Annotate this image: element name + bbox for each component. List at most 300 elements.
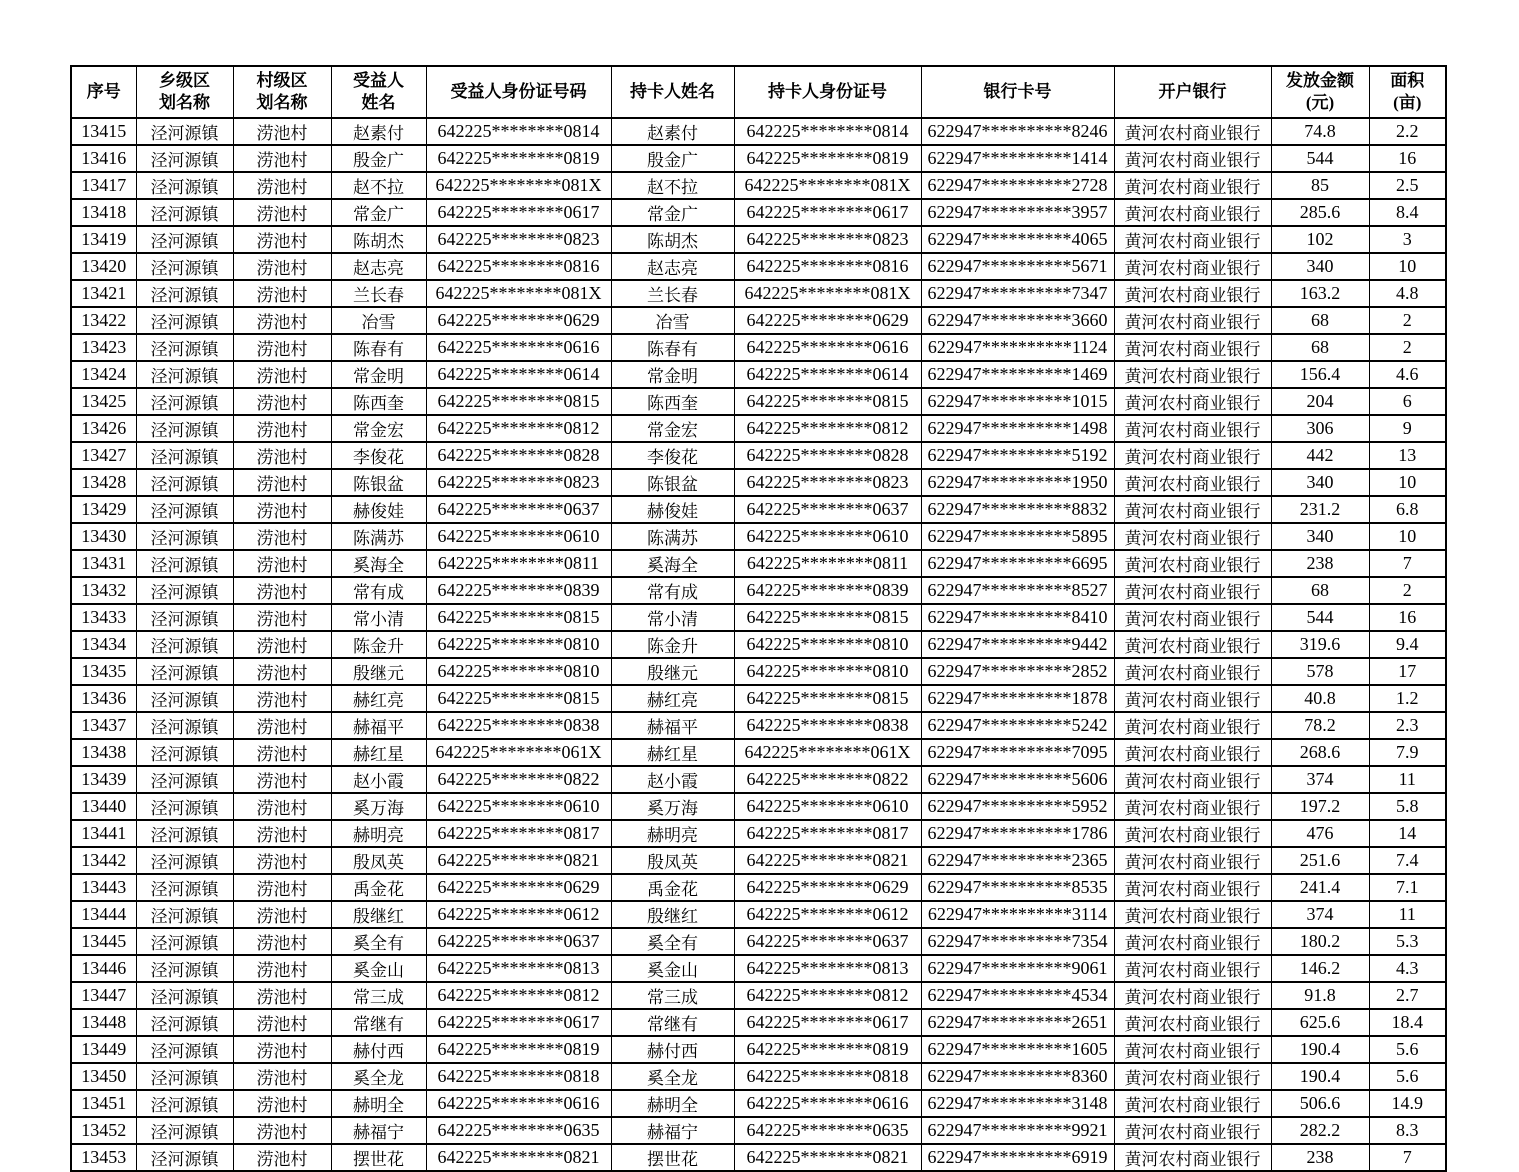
cell-area: 5.3 (1369, 928, 1446, 955)
cell-beneficiary-name: 奚全龙 (331, 1063, 426, 1090)
cell-village: 涝池村 (233, 1090, 331, 1117)
cell-area: 11 (1369, 766, 1446, 793)
cell-cardholder-id: 642225********0610 (734, 523, 921, 550)
table-row (71, 226, 1446, 253)
cell-serial: 13448 (71, 1009, 136, 1036)
cell-bank: 黄河农村商业银行 (1114, 631, 1271, 658)
header-area: 面积 (亩) (1369, 66, 1446, 118)
cell-area: 16 (1369, 145, 1446, 172)
cell-bank: 黄河农村商业银行 (1114, 280, 1271, 307)
cell-amount: 231.2 (1271, 496, 1369, 523)
cell-beneficiary-name: 常金广 (331, 199, 426, 226)
cell-cardholder-name: 赫红亮 (611, 685, 734, 712)
table-row (71, 712, 1446, 739)
table-row (71, 982, 1446, 1009)
header-village: 村级区 划名称 (233, 66, 331, 118)
header-village-label: 村级区 (256, 70, 308, 90)
table-row (71, 1009, 1446, 1036)
cell-beneficiary-name: 禹金花 (331, 874, 426, 901)
cell-beneficiary-name: 奚海全 (331, 550, 426, 577)
cell-area: 5.6 (1369, 1036, 1446, 1063)
table-row (71, 145, 1446, 172)
cell-village: 涝池村 (233, 496, 331, 523)
cell-cardholder-id: 642225********0823 (734, 469, 921, 496)
cell-beneficiary-id: 642225********0617 (426, 199, 611, 226)
cell-area: 1.2 (1369, 685, 1446, 712)
cell-beneficiary-name: 赫明全 (331, 1090, 426, 1117)
cell-amount: 544 (1271, 604, 1369, 631)
cell-card-number: 622947**********3957 (921, 199, 1114, 226)
cell-bank: 黄河农村商业银行 (1114, 496, 1271, 523)
cell-village: 涝池村 (233, 631, 331, 658)
cell-card-number: 622947**********9921 (921, 1117, 1114, 1144)
cell-serial: 13439 (71, 766, 136, 793)
cell-beneficiary-id: 642225********0810 (426, 658, 611, 685)
cell-cardholder-name: 奚金山 (611, 955, 734, 982)
cell-card-number: 622947**********8832 (921, 496, 1114, 523)
cell-village: 涝池村 (233, 307, 331, 334)
cell-beneficiary-id: 642225********0821 (426, 847, 611, 874)
cell-village: 涝池村 (233, 118, 331, 145)
cell-cardholder-name: 赵小霞 (611, 766, 734, 793)
cell-serial: 13453 (71, 1144, 136, 1171)
cell-township: 泾河源镇 (136, 361, 233, 388)
cell-beneficiary-name: 奚金山 (331, 955, 426, 982)
cell-beneficiary-id: 642225********0617 (426, 1009, 611, 1036)
table-row (71, 1036, 1446, 1063)
table-row (71, 118, 1446, 145)
cell-amount: 204 (1271, 388, 1369, 415)
header-bank-label: 开户银行 (1158, 81, 1227, 101)
cell-beneficiary-id: 642225********0823 (426, 226, 611, 253)
cell-beneficiary-name: 殷凤英 (331, 847, 426, 874)
cell-township: 泾河源镇 (136, 145, 233, 172)
cell-cardholder-id: 642225********081X (734, 172, 921, 199)
cell-bank: 黄河农村商业银行 (1114, 820, 1271, 847)
cell-beneficiary-name: 殷继红 (331, 901, 426, 928)
cell-beneficiary-id: 642225********0821 (426, 1144, 611, 1171)
cell-serial: 13440 (71, 793, 136, 820)
cell-township: 泾河源镇 (136, 955, 233, 982)
cell-bank: 黄河农村商业银行 (1114, 928, 1271, 955)
cell-beneficiary-id: 642225********0616 (426, 1090, 611, 1117)
cell-village: 涝池村 (233, 982, 331, 1009)
cell-amount: 156.4 (1271, 361, 1369, 388)
table-row (71, 1144, 1446, 1171)
table-row (71, 280, 1446, 307)
cell-township: 泾河源镇 (136, 1063, 233, 1090)
cell-beneficiary-id: 642225********0817 (426, 820, 611, 847)
cell-bank: 黄河农村商业银行 (1114, 388, 1271, 415)
cell-bank: 黄河农村商业银行 (1114, 334, 1271, 361)
cell-amount: 102 (1271, 226, 1369, 253)
cell-beneficiary-name: 常继有 (331, 1009, 426, 1036)
cell-cardholder-name: 赵素付 (611, 118, 734, 145)
cell-amount: 238 (1271, 550, 1369, 577)
table-row (71, 334, 1446, 361)
cell-cardholder-id: 642225********0812 (734, 415, 921, 442)
cell-area: 8.4 (1369, 199, 1446, 226)
cell-amount: 319.6 (1271, 631, 1369, 658)
cell-amount: 544 (1271, 145, 1369, 172)
cell-amount: 282.2 (1271, 1117, 1369, 1144)
cell-township: 泾河源镇 (136, 739, 233, 766)
cell-bank: 黄河农村商业银行 (1114, 955, 1271, 982)
cell-beneficiary-name: 陈胡杰 (331, 226, 426, 253)
cell-beneficiary-id: 642225********081X (426, 172, 611, 199)
cell-bank: 黄河农村商业银行 (1114, 874, 1271, 901)
cell-area: 2.5 (1369, 172, 1446, 199)
table-row (71, 766, 1446, 793)
cell-township: 泾河源镇 (136, 280, 233, 307)
cell-township: 泾河源镇 (136, 658, 233, 685)
cell-amount: 68 (1271, 334, 1369, 361)
cell-card-number: 622947**********5952 (921, 793, 1114, 820)
cell-township: 泾河源镇 (136, 631, 233, 658)
cell-beneficiary-name: 赵不拉 (331, 172, 426, 199)
cell-beneficiary-id: 642225********0839 (426, 577, 611, 604)
cell-serial: 13445 (71, 928, 136, 955)
cell-serial: 13436 (71, 685, 136, 712)
cell-cardholder-id: 642225********0821 (734, 1144, 921, 1171)
cell-area: 2 (1369, 334, 1446, 361)
cell-amount: 374 (1271, 901, 1369, 928)
cell-bank: 黄河农村商业银行 (1114, 361, 1271, 388)
cell-township: 泾河源镇 (136, 469, 233, 496)
cell-beneficiary-name: 陈满苏 (331, 523, 426, 550)
cell-village: 涝池村 (233, 712, 331, 739)
cell-area: 7.9 (1369, 739, 1446, 766)
table-row (71, 307, 1446, 334)
cell-cardholder-id: 642225********0810 (734, 631, 921, 658)
cell-cardholder-id: 642225********0821 (734, 847, 921, 874)
table-row (71, 415, 1446, 442)
cell-township: 泾河源镇 (136, 442, 233, 469)
cell-cardholder-id: 642225********0823 (734, 226, 921, 253)
cell-beneficiary-name: 殷金广 (331, 145, 426, 172)
cell-cardholder-name: 陈银盆 (611, 469, 734, 496)
cell-cardholder-name: 赫红星 (611, 739, 734, 766)
cell-area: 10 (1369, 469, 1446, 496)
table-row (71, 928, 1446, 955)
cell-township: 泾河源镇 (136, 712, 233, 739)
cell-beneficiary-name: 赫红亮 (331, 685, 426, 712)
cell-village: 涝池村 (233, 793, 331, 820)
cell-cardholder-id: 642225********0815 (734, 604, 921, 631)
cell-serial: 13424 (71, 361, 136, 388)
cell-bank: 黄河农村商业银行 (1114, 577, 1271, 604)
cell-serial: 13423 (71, 334, 136, 361)
cell-township: 泾河源镇 (136, 1009, 233, 1036)
cell-card-number: 622947**********5242 (921, 712, 1114, 739)
cell-card-number: 622947**********5606 (921, 766, 1114, 793)
cell-card-number: 622947**********9442 (921, 631, 1114, 658)
cell-beneficiary-id: 642225********0616 (426, 334, 611, 361)
cell-area: 7 (1369, 1144, 1446, 1171)
cell-amount: 146.2 (1271, 955, 1369, 982)
cell-beneficiary-id: 642225********0814 (426, 118, 611, 145)
cell-serial: 13442 (71, 847, 136, 874)
cell-beneficiary-name: 陈西奎 (331, 388, 426, 415)
cell-bank: 黄河农村商业银行 (1114, 145, 1271, 172)
cell-beneficiary-id: 642225********0812 (426, 415, 611, 442)
cell-card-number: 622947**********1414 (921, 145, 1114, 172)
cell-amount: 285.6 (1271, 199, 1369, 226)
cell-township: 泾河源镇 (136, 766, 233, 793)
cell-amount: 374 (1271, 766, 1369, 793)
cell-serial: 13422 (71, 307, 136, 334)
cell-cardholder-id: 642225********0637 (734, 928, 921, 955)
cell-bank: 黄河农村商业银行 (1114, 739, 1271, 766)
table-row (71, 658, 1446, 685)
cell-serial: 13441 (71, 820, 136, 847)
cell-cardholder-id: 642225********0811 (734, 550, 921, 577)
table-row (71, 685, 1446, 712)
header-beneficiary-name-label: 受益人 (353, 70, 404, 90)
cell-serial: 13427 (71, 442, 136, 469)
cell-cardholder-name: 殷继红 (611, 901, 734, 928)
cell-beneficiary-id: 642225********0811 (426, 550, 611, 577)
cell-card-number: 622947**********1015 (921, 388, 1114, 415)
cell-cardholder-id: 642225********0617 (734, 199, 921, 226)
cell-cardholder-id: 642225********0839 (734, 577, 921, 604)
cell-bank: 黄河农村商业银行 (1114, 469, 1271, 496)
cell-cardholder-id: 642225********0813 (734, 955, 921, 982)
table-row (71, 550, 1446, 577)
cell-amount: 40.8 (1271, 685, 1369, 712)
table-row (71, 172, 1446, 199)
cell-cardholder-id: 642225********0616 (734, 1090, 921, 1117)
cell-cardholder-name: 赵不拉 (611, 172, 734, 199)
table-row (71, 1090, 1446, 1117)
cell-area: 16 (1369, 604, 1446, 631)
cell-cardholder-name: 常继有 (611, 1009, 734, 1036)
table-row (71, 1117, 1446, 1144)
cell-area: 10 (1369, 253, 1446, 280)
cell-cardholder-id: 642225********0819 (734, 1036, 921, 1063)
cell-area: 7 (1369, 550, 1446, 577)
cell-township: 泾河源镇 (136, 820, 233, 847)
cell-beneficiary-id: 642225********0612 (426, 901, 611, 928)
cell-village: 涝池村 (233, 685, 331, 712)
table-row (71, 253, 1446, 280)
cell-beneficiary-name: 赫红星 (331, 739, 426, 766)
cell-amount: 340 (1271, 523, 1369, 550)
cell-card-number: 622947**********1124 (921, 334, 1114, 361)
cell-card-number: 622947**********8527 (921, 577, 1114, 604)
header-beneficiary-id-label: 受益人身份证号码 (450, 81, 587, 101)
cell-cardholder-name: 禹金花 (611, 874, 734, 901)
cell-township: 泾河源镇 (136, 550, 233, 577)
cell-cardholder-name: 殷继元 (611, 658, 734, 685)
cell-serial: 13444 (71, 901, 136, 928)
cell-cardholder-name: 奚海全 (611, 550, 734, 577)
cell-cardholder-name: 赫俊娃 (611, 496, 734, 523)
cell-serial: 13429 (71, 496, 136, 523)
cell-cardholder-id: 642225********0815 (734, 685, 921, 712)
cell-area: 4.3 (1369, 955, 1446, 982)
cell-cardholder-name: 奚全龙 (611, 1063, 734, 1090)
cell-township: 泾河源镇 (136, 118, 233, 145)
cell-beneficiary-name: 赫福宁 (331, 1117, 426, 1144)
cell-beneficiary-name: 赫俊娃 (331, 496, 426, 523)
cell-serial: 13451 (71, 1090, 136, 1117)
cell-card-number: 622947**********1498 (921, 415, 1114, 442)
cell-cardholder-id: 642225********0812 (734, 982, 921, 1009)
cell-cardholder-id: 642225********0629 (734, 874, 921, 901)
cell-beneficiary-id: 642225********0819 (426, 1036, 611, 1063)
cell-bank: 黄河农村商业银行 (1114, 199, 1271, 226)
cell-beneficiary-name: 奚全有 (331, 928, 426, 955)
cell-area: 14 (1369, 820, 1446, 847)
cell-bank: 黄河农村商业银行 (1114, 226, 1271, 253)
cell-area: 2.7 (1369, 982, 1446, 1009)
cell-beneficiary-id: 642225********0637 (426, 928, 611, 955)
cell-township: 泾河源镇 (136, 793, 233, 820)
cell-township: 泾河源镇 (136, 172, 233, 199)
cell-area: 7.1 (1369, 874, 1446, 901)
cell-cardholder-name: 常金明 (611, 361, 734, 388)
header-beneficiary-name: 受益人 姓名 (331, 66, 426, 118)
cell-bank: 黄河农村商业银行 (1114, 1090, 1271, 1117)
cell-township: 泾河源镇 (136, 577, 233, 604)
cell-area: 2.2 (1369, 118, 1446, 145)
cell-serial: 13437 (71, 712, 136, 739)
cell-cardholder-name: 常有成 (611, 577, 734, 604)
cell-beneficiary-name: 赫付西 (331, 1036, 426, 1063)
table-row (71, 631, 1446, 658)
cell-area: 2.3 (1369, 712, 1446, 739)
cell-cardholder-id: 642225********0610 (734, 793, 921, 820)
cell-serial: 13452 (71, 1117, 136, 1144)
cell-amount: 91.8 (1271, 982, 1369, 1009)
cell-area: 9.4 (1369, 631, 1446, 658)
cell-village: 涝池村 (233, 604, 331, 631)
cell-beneficiary-id: 642225********0610 (426, 523, 611, 550)
cell-area: 14.9 (1369, 1090, 1446, 1117)
cell-beneficiary-id: 642225********0813 (426, 955, 611, 982)
cell-beneficiary-id: 642225********061X (426, 739, 611, 766)
cell-bank: 黄河农村商业银行 (1114, 766, 1271, 793)
header-row (71, 66, 1446, 118)
cell-card-number: 622947**********7095 (921, 739, 1114, 766)
cell-township: 泾河源镇 (136, 523, 233, 550)
cell-village: 涝池村 (233, 172, 331, 199)
cell-village: 涝池村 (233, 1063, 331, 1090)
cell-beneficiary-name: 陈金升 (331, 631, 426, 658)
cell-cardholder-name: 常三成 (611, 982, 734, 1009)
cell-cardholder-name: 兰长春 (611, 280, 734, 307)
cell-beneficiary-id: 642225********0822 (426, 766, 611, 793)
cell-cardholder-id: 642225********0828 (734, 442, 921, 469)
header-amount: 发放金额 (元) (1271, 66, 1369, 118)
cell-beneficiary-name: 赵素付 (331, 118, 426, 145)
header-area-label: 面积 (1390, 70, 1425, 90)
cell-amount: 197.2 (1271, 793, 1369, 820)
cell-serial: 13420 (71, 253, 136, 280)
cell-village: 涝池村 (233, 577, 331, 604)
cell-card-number: 622947**********6919 (921, 1144, 1114, 1171)
cell-bank: 黄河农村商业银行 (1114, 523, 1271, 550)
cell-area: 9 (1369, 415, 1446, 442)
cell-cardholder-id: 642225********0838 (734, 712, 921, 739)
cell-village: 涝池村 (233, 253, 331, 280)
cell-village: 涝池村 (233, 928, 331, 955)
cell-amount: 340 (1271, 469, 1369, 496)
cell-amount: 163.2 (1271, 280, 1369, 307)
header-card-number-label: 银行卡号 (983, 81, 1052, 101)
cell-beneficiary-id: 642225********0823 (426, 469, 611, 496)
cell-bank: 黄河农村商业银行 (1114, 1036, 1271, 1063)
cell-area: 4.6 (1369, 361, 1446, 388)
cell-area: 10 (1369, 523, 1446, 550)
cell-card-number: 622947**********8410 (921, 604, 1114, 631)
cell-village: 涝池村 (233, 847, 331, 874)
subsidy-table (70, 65, 1447, 1172)
cell-beneficiary-name: 常金明 (331, 361, 426, 388)
cell-cardholder-id: 642225********0816 (734, 253, 921, 280)
cell-beneficiary-name: 赵志亮 (331, 253, 426, 280)
header-cardholder-id-label: 持卡人身份证号 (768, 81, 887, 101)
table-row (71, 388, 1446, 415)
cell-amount: 190.4 (1271, 1036, 1369, 1063)
cell-cardholder-id: 642225********0810 (734, 658, 921, 685)
cell-bank: 黄河农村商业银行 (1114, 685, 1271, 712)
cell-amount: 74.8 (1271, 118, 1369, 145)
cell-card-number: 622947**********4065 (921, 226, 1114, 253)
cell-village: 涝池村 (233, 550, 331, 577)
cell-serial: 13430 (71, 523, 136, 550)
cell-card-number: 622947**********1950 (921, 469, 1114, 496)
cell-village: 涝池村 (233, 334, 331, 361)
table-row (71, 820, 1446, 847)
header-township: 乡级区 划名称 (136, 66, 233, 118)
cell-bank: 黄河农村商业银行 (1114, 847, 1271, 874)
cell-card-number: 622947**********5192 (921, 442, 1114, 469)
cell-beneficiary-id: 642225********0819 (426, 145, 611, 172)
cell-beneficiary-id: 642225********0637 (426, 496, 611, 523)
cell-area: 7.4 (1369, 847, 1446, 874)
cell-village: 涝池村 (233, 658, 331, 685)
cell-serial: 13419 (71, 226, 136, 253)
cell-cardholder-id: 642225********0629 (734, 307, 921, 334)
cell-cardholder-name: 冶雪 (611, 307, 734, 334)
cell-beneficiary-id: 642225********0610 (426, 793, 611, 820)
cell-village: 涝池村 (233, 226, 331, 253)
table-row (71, 469, 1446, 496)
cell-beneficiary-name: 常三成 (331, 982, 426, 1009)
cell-bank: 黄河农村商业银行 (1114, 307, 1271, 334)
table-row (71, 361, 1446, 388)
cell-village: 涝池村 (233, 1117, 331, 1144)
header-serial-label: 序号 (86, 81, 121, 101)
cell-village: 涝池村 (233, 955, 331, 982)
cell-card-number: 622947**********2852 (921, 658, 1114, 685)
cell-bank: 黄河农村商业银行 (1114, 118, 1271, 145)
cell-card-number: 622947**********6695 (921, 550, 1114, 577)
cell-village: 涝池村 (233, 199, 331, 226)
cell-village: 涝池村 (233, 820, 331, 847)
cell-cardholder-name: 陈春有 (611, 334, 734, 361)
cell-cardholder-name: 陈胡杰 (611, 226, 734, 253)
cell-cardholder-name: 李俊花 (611, 442, 734, 469)
cell-township: 泾河源镇 (136, 1117, 233, 1144)
cell-beneficiary-name: 常小清 (331, 604, 426, 631)
cell-township: 泾河源镇 (136, 604, 233, 631)
header-cardholder-id (734, 66, 921, 118)
cell-cardholder-id: 642225********0614 (734, 361, 921, 388)
cell-cardholder-id: 642225********061X (734, 739, 921, 766)
